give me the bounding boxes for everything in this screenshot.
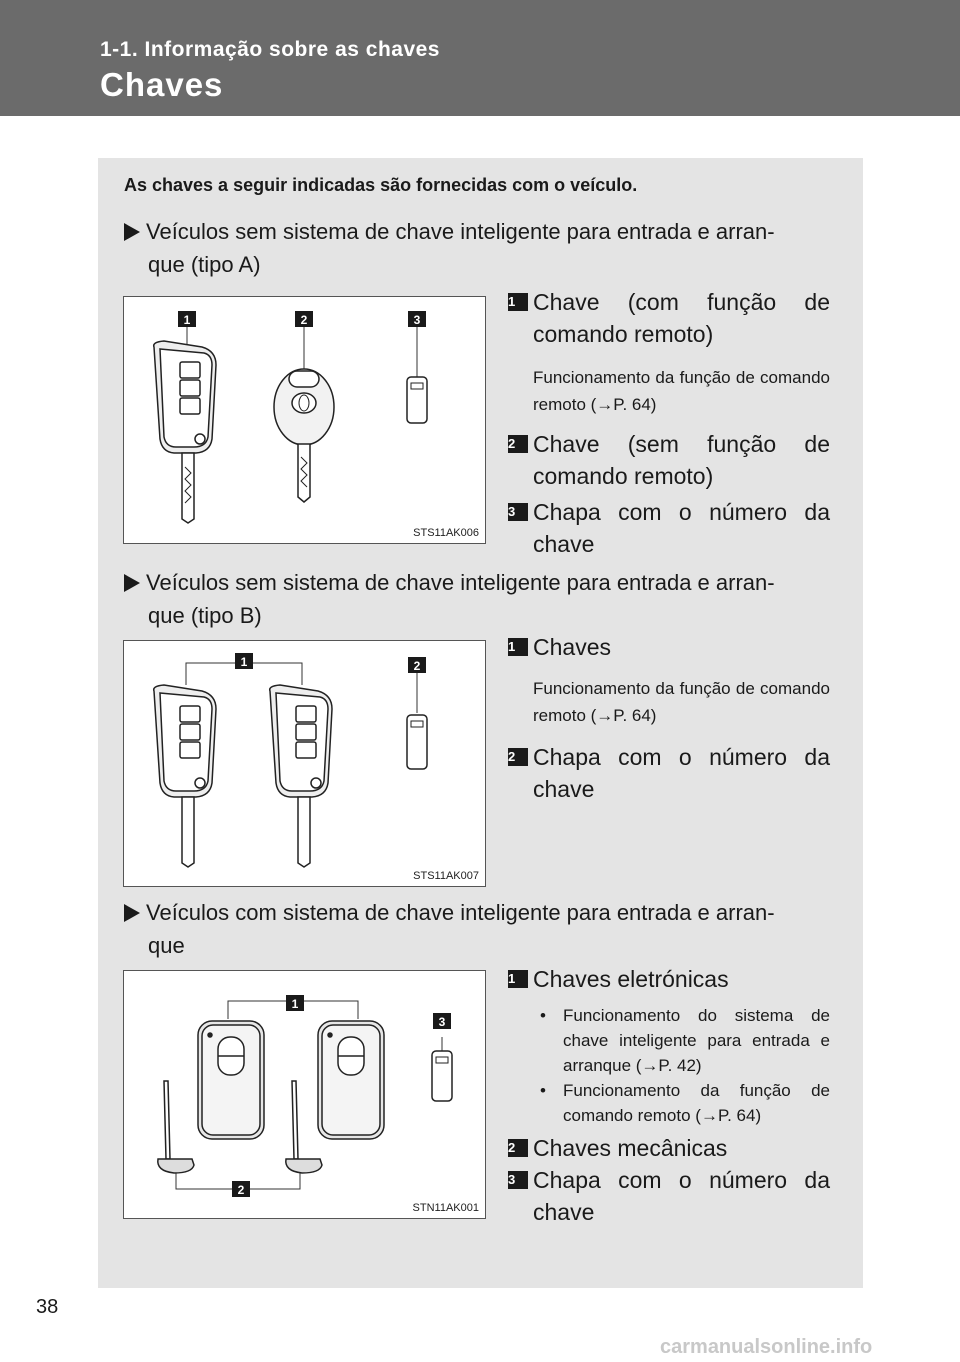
section-a-heading: Veículos sem sistema de chave inteligente para entrada e arran- que (tipo A) bbox=[124, 215, 834, 281]
figure-key-type-a bbox=[123, 296, 486, 544]
item-note: Funcionamento da função de comando remoto (→P. 64) bbox=[533, 679, 830, 725]
remote-key-icon bbox=[154, 341, 216, 523]
page-title: Chaves bbox=[100, 66, 224, 103]
triangle-bullet-icon bbox=[124, 574, 140, 592]
section-c-heading: Veículos com sistema de chave inteligente para entrada e arran- que bbox=[124, 896, 834, 962]
svg-text:3: 3 bbox=[438, 1015, 446, 1029]
watermark: carmanualsonline.info bbox=[660, 1336, 873, 1358]
page-number: 38 bbox=[36, 1296, 59, 1318]
section-a-descriptions bbox=[508, 286, 830, 560]
list-item: 2 Chave (sem função de comando remoto) bbox=[508, 431, 830, 489]
section-b-heading: Veículos sem sistema de chave inteligente para entrada e arran- que (tipo B) bbox=[124, 566, 834, 632]
page-header bbox=[0, 0, 960, 116]
list-item: 1 Chaves bbox=[508, 634, 611, 660]
list-item: 2 Chaves mecânicas bbox=[508, 1135, 728, 1161]
smart-key-icon bbox=[318, 1021, 384, 1139]
triangle-bullet-icon bbox=[124, 223, 140, 241]
svg-text:2: 2 bbox=[300, 313, 308, 327]
figure-code: STS11AK006 bbox=[413, 527, 479, 539]
figure-key-smart bbox=[123, 970, 486, 1219]
item-note: Funcionamento da função de comando remoto (→P. 64) bbox=[533, 368, 830, 414]
callout-1-icon bbox=[286, 995, 304, 1011]
bullet-item: • Funcionamento da função de comando remoto (→P. 64) bbox=[540, 1081, 830, 1125]
callout-3-icon bbox=[408, 311, 426, 327]
figure-key-type-b bbox=[123, 640, 486, 887]
svg-text:3: 3 bbox=[413, 313, 421, 327]
callout-2-icon bbox=[232, 1181, 250, 1197]
list-item: 1 Chaves eletrónicas bbox=[508, 966, 729, 992]
smart-key-icon bbox=[198, 1021, 264, 1139]
triangle-bullet-icon bbox=[124, 904, 140, 922]
mechanical-key-icon bbox=[158, 1081, 194, 1173]
section-b-descriptions bbox=[508, 631, 830, 805]
svg-text:2: 2 bbox=[413, 659, 421, 673]
callout-1-icon bbox=[178, 311, 196, 327]
svg-text:1: 1 bbox=[183, 313, 191, 327]
key-number-plate-icon bbox=[407, 377, 427, 423]
bullet-item: • Funcionamento do sistema de chave inteligente para entrada e arranque (→P. 42) bbox=[540, 1006, 830, 1075]
section-c-descriptions bbox=[508, 963, 830, 1228]
list-item: 3 Chapa com o número da chave bbox=[508, 499, 830, 557]
callout-2-icon bbox=[295, 311, 313, 327]
key-number-plate-icon bbox=[407, 715, 427, 769]
list-item: 1 Chave (com função de comando remoto) bbox=[508, 289, 830, 347]
section-title: 1-1. Informação sobre as chaves bbox=[100, 38, 440, 61]
intro-text: As chaves a seguir indicadas são fornecidas com o veículo. bbox=[124, 175, 638, 195]
svg-text:1: 1 bbox=[291, 997, 299, 1011]
key-number-plate-icon bbox=[432, 1051, 452, 1101]
figure-code: STS11AK007 bbox=[413, 870, 479, 882]
remote-key-icon bbox=[270, 685, 332, 867]
remote-key-icon bbox=[154, 685, 216, 867]
list-item: 3 Chapa com o número da chave bbox=[508, 1167, 830, 1225]
list-item: 2 Chapa com o número da chave bbox=[508, 744, 830, 802]
callout-3-icon bbox=[433, 1013, 451, 1029]
mechanical-key-icon bbox=[286, 1081, 322, 1173]
figure-code: STN11AK001 bbox=[412, 1202, 479, 1214]
callout-2-icon bbox=[408, 657, 426, 673]
svg-text:1: 1 bbox=[240, 655, 248, 669]
svg-text:2: 2 bbox=[237, 1183, 245, 1197]
plain-key-icon bbox=[274, 369, 334, 502]
callout-1-icon bbox=[235, 653, 253, 669]
